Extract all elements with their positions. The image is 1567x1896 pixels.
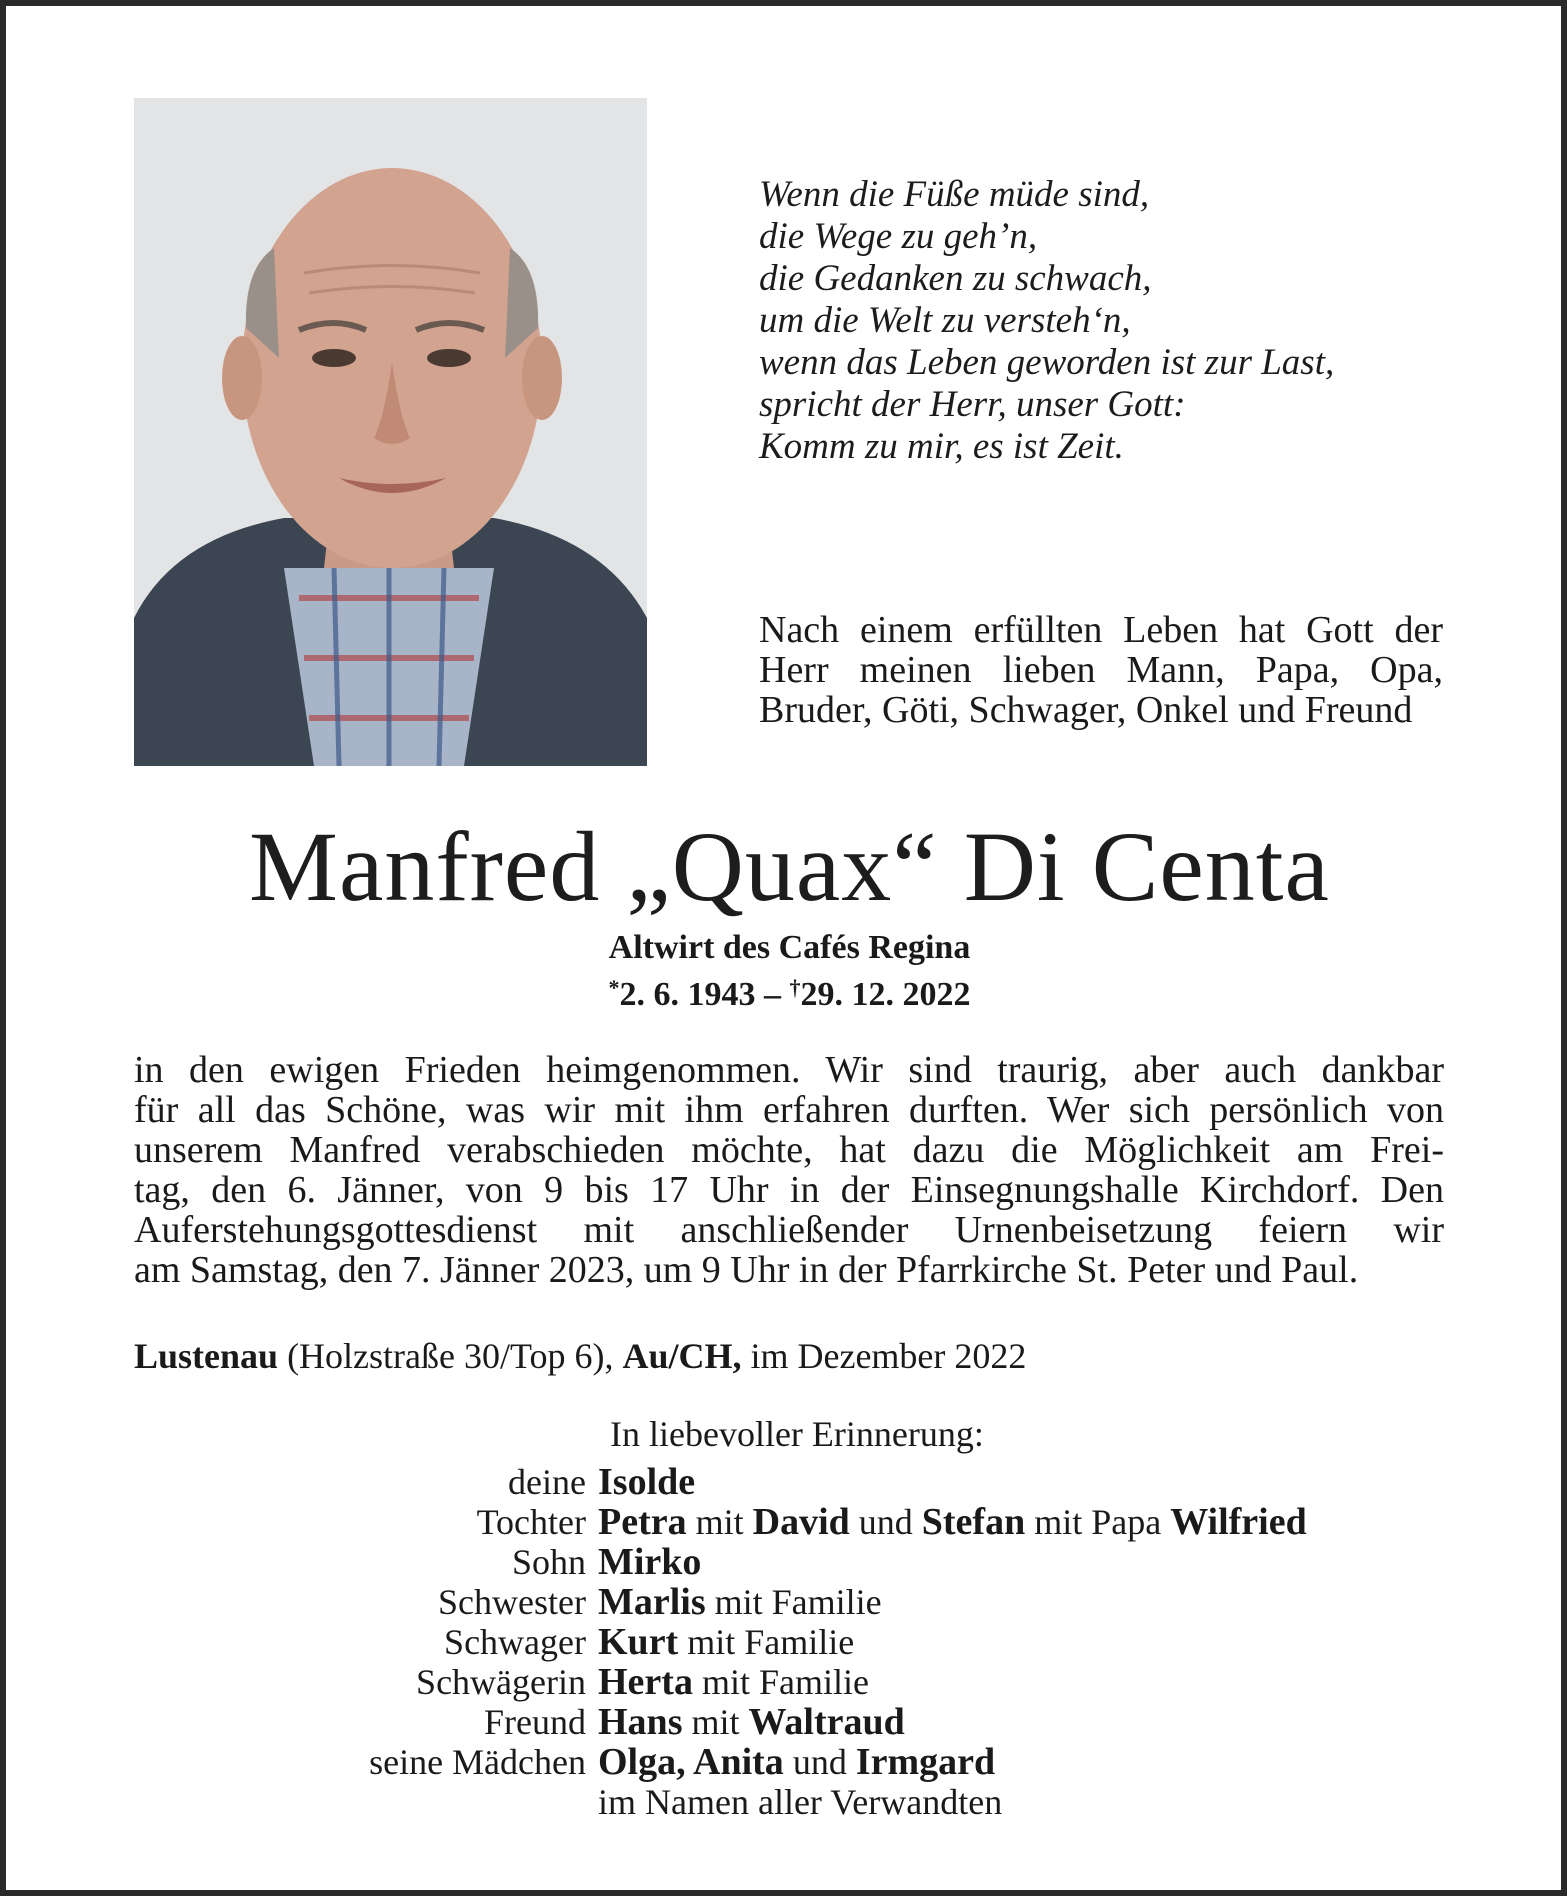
intro-text: Nach einem erfüllten Leben hat Gott der Herr meinen lieben Mann, Papa, Opa, Bruder, Göti, Schwager, Onkel und Freund [759,609,1443,731]
family-connector: mit Familie [692,1662,869,1702]
family-relation: deine [508,1462,586,1502]
family-names [598,1702,1464,1742]
family-member-name: Irmgard [855,1741,996,1783]
family-member-name: Petra [598,1501,687,1543]
location-line [134,1336,1444,1376]
poem-line: die Gedanken zu schwach, [759,258,1152,299]
death-symbol: † [789,975,801,1000]
family-connector: mit Papa [1025,1502,1171,1542]
family-relation [134,1782,598,1822]
portrait-illustration [134,98,647,766]
family-member-name: Wilfried [1170,1501,1307,1543]
poem [759,174,1459,468]
family-member-name: David [752,1501,850,1543]
family-list [134,1462,1464,1822]
family-member-name: Waltraud [748,1701,905,1743]
family-row [134,1462,1464,1502]
family-names [598,1542,1464,1582]
family-relation: Schwester [438,1582,586,1622]
location-city: Lustenau [134,1336,279,1376]
family-names [598,1502,1464,1542]
poem-line: spricht der Herr, unser Gott: [759,384,1186,425]
family-relation: Freund [484,1702,586,1742]
family-row [134,1782,1464,1822]
family-connector: mit [686,1502,753,1542]
family-row [134,1742,1464,1782]
family-relation: seine Mädchen [369,1742,586,1782]
location-address: (Holzstraße 30/Top 6), [278,1336,623,1376]
family-member-name: Isolde [598,1461,696,1503]
family-row [134,1542,1464,1582]
body-line: tag, den 6. Jänner, von 9 bis 17 Uhr in der Einsegnungshalle Kirchdorf. Den [134,1169,1444,1211]
body-line: für all das Schöne, was wir mit ihm erfahren durften. Wer sich persönlich von [134,1089,1444,1131]
body-line: am Samstag, den 7. Jänner 2023, um 9 Uhr in der Pfarrkirche St. Peter und Paul. [134,1249,1359,1291]
family-member-name: Hans [598,1701,683,1743]
memory-heading: In liebevoller Erinnerung: [610,1414,984,1454]
family-names [598,1582,1464,1622]
family-connector: im Namen aller Verwandten [598,1782,1003,1822]
family-relation: Tochter [476,1502,586,1542]
body-line: in den ewigen Frieden heimgenommen. Wir sind traurig, aber auch dankbar [134,1049,1444,1091]
location-city2: Au/CH, [622,1336,742,1376]
family-connector: mit [682,1702,749,1742]
birth-symbol: * [608,975,620,1000]
family-row [134,1582,1464,1622]
body-line: unserem Manfred verabschieden möchte, hat dazu die Möglichkeit am Frei- [134,1129,1444,1171]
family-relation: Schwager [444,1622,586,1662]
poem-line: Wenn die Füße müde sind, [759,174,1150,215]
life-dates [6,968,1567,1015]
family-member-name: Stefan [921,1501,1026,1543]
family-relation: Schwägerin [416,1662,586,1702]
family-names [598,1742,1464,1782]
family-row [134,1502,1464,1542]
family-connector: mit Familie [705,1582,882,1622]
family-member-name: Mirko [598,1541,702,1583]
poem-line: wenn das Leben geworden ist zur Last, [759,342,1335,383]
family-relation: Sohn [511,1542,586,1582]
portrait-photo [134,98,647,766]
family-names [598,1462,1464,1502]
family-member-name: Kurt [598,1621,679,1663]
poem-line: Komm zu mir, es ist Zeit. [759,426,1124,467]
poem-line: die Wege zu geh’n, [759,216,1038,257]
family-connector: und [849,1502,922,1542]
family-row [134,1662,1464,1702]
poem-line: um die Welt zu versteh‘n, [759,300,1131,341]
subtitle: Altwirt des Cafés Regina [608,929,971,966]
location-date: im Dezember 2022 [741,1336,1027,1376]
deceased-name: Manfred „Quax“ Di Centa [249,811,1330,922]
family-connector: mit Familie [678,1622,855,1662]
family-names [598,1622,1464,1662]
death-date: 29. 12. 2022 [800,976,971,1013]
body-text [134,1050,1444,1290]
family-member-name: Olga, Anita [598,1741,784,1783]
birth-date: 2. 6. 1943 [619,976,756,1013]
family-row [134,1622,1464,1662]
family-member-name: Herta [598,1661,693,1703]
family-member-name: Marlis [598,1581,706,1623]
body-line: Auferstehungsgottesdienst mit anschließender Urnenbeisetzung feiern wir [134,1209,1444,1251]
family-names [598,1662,1464,1702]
date-separator: – [755,976,790,1013]
family-names [598,1782,1464,1822]
family-row [134,1702,1464,1742]
family-connector: und [783,1742,856,1782]
